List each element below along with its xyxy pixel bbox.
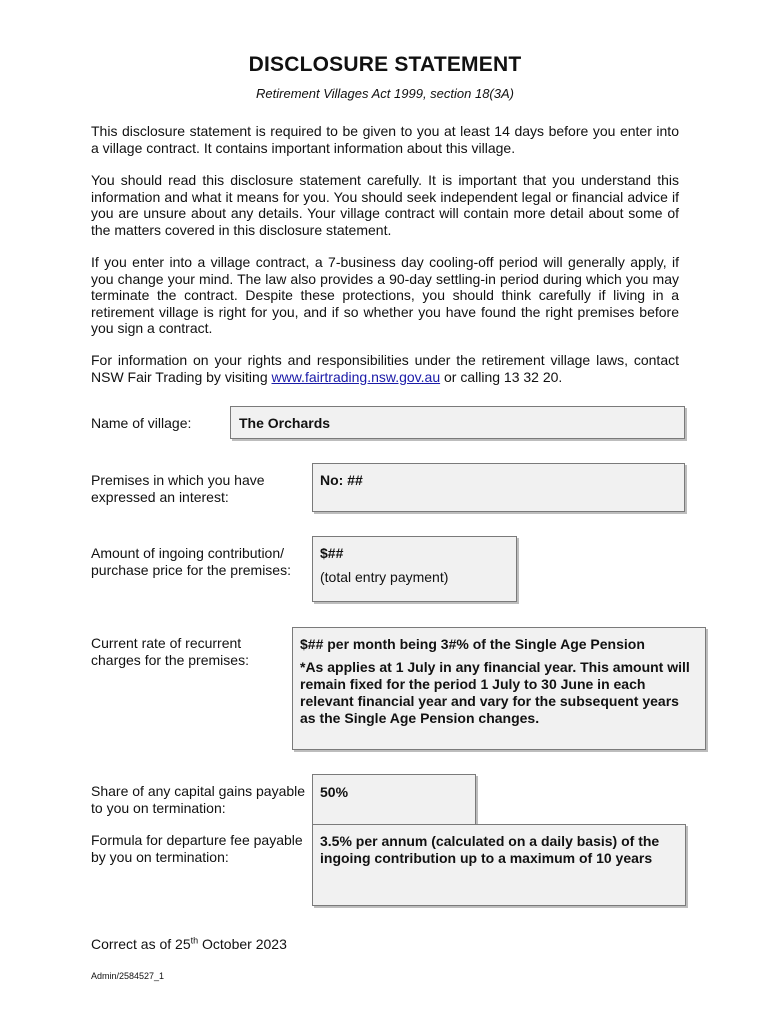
date-suffix: October 2023	[198, 936, 287, 952]
intro-paragraph-4-end: or calling 13 32 20.	[440, 368, 563, 385]
date-prefix: Correct as of 25	[91, 936, 191, 952]
village-name-box	[230, 406, 685, 439]
ingoing-contribution-note: (total entry payment)	[320, 569, 449, 585]
premises-value: No: ##	[320, 472, 363, 488]
village-name-value: The Orchards	[239, 415, 331, 431]
document-title: DISCLOSURE STATEMENT	[248, 53, 522, 76]
ingoing-contribution-label: Amount of ingoing contribution/ purchase price for the premises:	[91, 545, 291, 578]
recurrent-charges-note: *As applies at 1 July in any financial year. This amount will remain fixed for the period 1 July to 30 June in each relevant financial year and vary for the subsequent years as the Single Age Pension changes.	[300, 659, 690, 726]
ingoing-contribution-box	[312, 536, 517, 602]
capital-gains-box	[312, 774, 476, 825]
recurrent-charges-label: Current rate of recurrent charges for the premises:	[91, 635, 249, 668]
recurrent-charges-box	[292, 627, 706, 750]
capital-gains-label: Share of any capital gains payable to you on termination:	[91, 783, 306, 816]
capital-gains-value: 50%	[320, 784, 349, 800]
premises-box	[312, 463, 685, 512]
intro-paragraph-4	[91, 352, 679, 385]
document-subtitle: Retirement Villages Act 1999, section 18(3A)	[256, 86, 514, 101]
recurrent-charges-value: $## per month being 3#% of the Single Age Pension	[300, 636, 645, 652]
correct-as-of-date	[91, 936, 287, 952]
document-reference: Admin/2584527_1	[91, 971, 165, 981]
departure-fee-value: 3.5% per annum (calculated on a daily basis) of the ingoing contribution up to a maximum of 10 years	[320, 833, 660, 866]
premises-label: Premises in which you have expressed an interest:	[91, 472, 265, 505]
intro-paragraph-2: You should read this disclosure statement carefully. It is important that you understand this information and what it means for you. You should seek independent legal or financial advice if you are unsure about any details. Your village contract will contain more detail about some of the matters covered in this disclosure statement.	[91, 172, 679, 238]
departure-fee-label: Formula for departure fee payable by you on termination:	[91, 832, 303, 865]
village-name-label: Name of village:	[91, 415, 192, 431]
fair-trading-link[interactable]: www.fairtrading.nsw.gov.au	[271, 368, 441, 385]
intro-paragraph-4-text: For information on your rights and responsibilities under the retirement village laws, contact NSW Fair Trading by visiting	[91, 352, 679, 385]
date-ordinal: th	[190, 935, 199, 946]
departure-fee-box	[312, 824, 686, 906]
intro-paragraph-3: If you enter into a village contract, a 7-business day cooling-off period will generally apply, if you change your mind. The law also provides a 90-day settling-in period during which you may terminate the contract. Despite these protections, you should think carefully if living in a retirement village is right for you, and if so whether you have found the right premises before you sign a contract.	[91, 254, 679, 337]
intro-paragraph-1: This disclosure statement is required to be given to you at least 14 days before you enter into a village contract. It contains important information about this village.	[91, 123, 679, 156]
ingoing-contribution-value: $##	[320, 545, 344, 561]
